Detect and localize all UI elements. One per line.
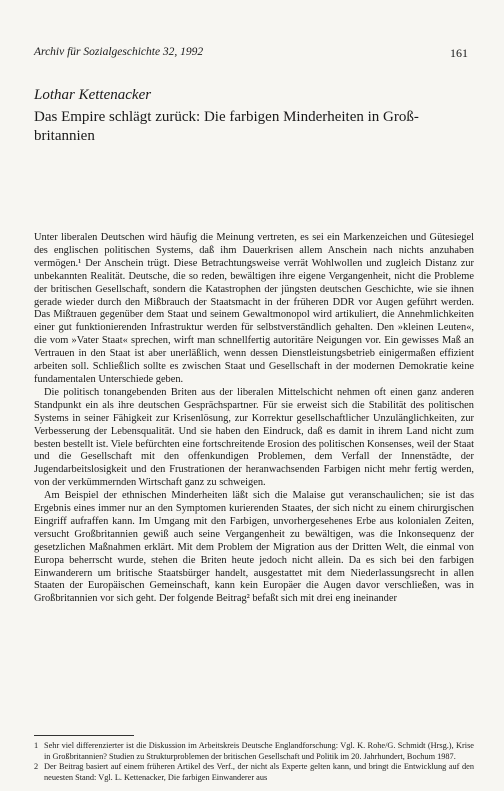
article-body (34, 232, 474, 606)
footnote (34, 762, 474, 783)
page-number: 161 (450, 46, 468, 60)
journal-citation: Archiv für Sozialgeschichte 32, 1992 (34, 46, 204, 58)
footnote-text: Der Beitrag basiert auf einem früheren Artikel des Verf., der nicht als Experte gelten kann, und bringt die Entwicklung auf den neuesten Stand: Vgl. L. Kettenacker, Die farbigen Einwanderer aus (44, 762, 474, 782)
body-paragraph: Unter liberalen Deutschen wird häufig die Meinung vertreten, es sei ein Markenzeichen und Gütesiegel des englischen politischen Systems, daß ihm Dauerkrisen allem Anschein nach nichts anzuhaben vermögen.¹ Der Anschein trügt. Diese Betrachtungsweise verrät Wohlwollen und zugleich Distanz zur unbekannten Realität. Deutsche, die so reden, bewältigen ihre eigene Vergangenheit, nicht die Probleme der britischen Gesellschaft, sondern die Katastrophen der jüngsten deutschen Geschichte, wie sie ihnen gerade wieder durch den Mißbrauch der Staatsmacht in der früheren DDR vor Augen geführt werden. Das Mißtrauen gegenüber dem Staat und seinem Gewaltmonopol wird artikuliert, die Annehmlichkeiten einer gut funktionierenden Infrastruktur werden für selbstverständlich gehalten. Den »kleinen Leuten«, die vom »Vater Staat« sprechen, wirft man schnellfertig autoritäre Neigungen vor. Ein gewisses Maß an Vertrauen in den Staat ist aber unerläßlich, wenn dessen Dienstleistungsbetrieb einigermaßen effizient arbeiten soll. Schließlich sollte es zwischen Staat und Gesellschaft in der modernen Demokratie keine fundamentalen Unterschiede geben. (34, 232, 474, 385)
footnote-text: Sehr viel differenzierter ist die Diskussion im Arbeitskreis Deutsche Englandforschung: Vgl. K. Rohe/G. Schmidt (Hrsg.), Krise in Großbritannien? Studien zu Strukturproblemen der britischen Gesellschaft und Politik im 20. Jahrhundert, Bochum 1987. (44, 741, 474, 761)
footnote-number: 2 (34, 762, 39, 772)
article-title: Das Empire schlägt zurück: Die farbigen Minderheiten in Groß-britannien (34, 109, 419, 144)
footnote-number: 1 (34, 741, 39, 750)
article-author: Lothar Kettenacker (34, 87, 152, 103)
footnotes (34, 741, 474, 783)
running-head (34, 46, 468, 58)
footnote-rule (34, 735, 134, 736)
body-paragraph: Am Beispiel der ethnischen Minderheiten läßt sich die Malaise gut veranschaulichen; sie ist das Ergebnis eines immer nur an den Symptomen kurierenden Staates, der sich nicht zu einem chirurgischen Eingriff aufraffen kann. Im Umgang mit den Farbigen, unvorhergesehenes Erbe aus kolonialen Zeiten, versucht Großbritannien gewiß auch seine Vergangenheit zu bewältigen, was die Inkonsequenz der gesetzlichen Maßnahmen erklärt. Mit dem Problem der Migration aus der Dritten Welt, die einmal von Europa beherrscht wurde, stehen die Briten heute jedoch nicht allein. Da es sich bei den farbigen Einwanderern um britische Staatsbürger handelt, ausgestattet mit dem Niederlassungsrecht in allen Staaten der Europäischen Gemeinschaft, kann kein Europäer die Augen davor verschließen, was in Großbritannien vor sich geht. Der folgende Beitrag² befaßt sich mit drei eng ineinander (34, 490, 474, 605)
footnote (34, 741, 474, 762)
body-paragraph: Die politisch tonangebenden Briten aus der liberalen Mittelschicht nehmen oft einen ganz anderen Standpunkt ein als ihre deutschen Gesprächspartner. Für sie erweist sich die Stabilität des politischen Systems in seiner Fähigkeit zur Krisenlösung, zur Korrektur gesellschaftlicher Unzulänglichkeiten, zur Verbesserung der Lebensqualität. Und sie haben den Eindruck, daß es damit in ihrem Land nicht zum besten bestellt ist. Viele befürchten eine fortschreitende Erosion des politischen Konsenses, weil der Staat und die Gesellschaft mit den offenkundigen Problemen, dem Verfall der Innenstädte, der Jugendarbeitslosigkeit und den Frustrationen der heranwachsenden Farbigen nicht mehr fertig werden, von der verkümmernden Wirtschaft ganz zu schweigen. (34, 386, 474, 489)
